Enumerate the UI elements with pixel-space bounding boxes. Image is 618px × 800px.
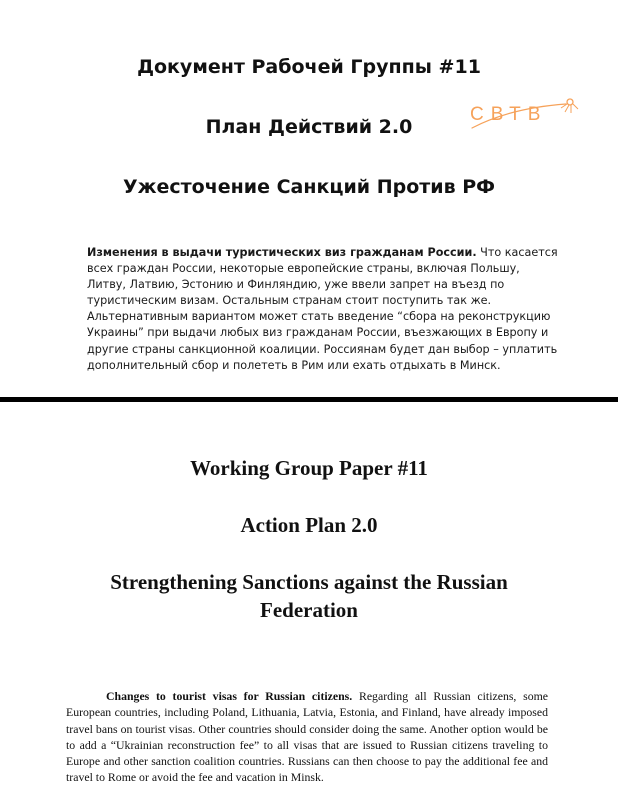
russian-paragraph-body: Что касается всех граждан России, некоторые европейские страны, включая Польшу, Литву, Латвию, Эстонию и Финляндию, уже ввели запрет на въезд по туристическим визам. Остальным странам стоит поступить так же. Альтернативным вариантом может стать введение “сбора на реконструкцию Украины” при выдачи любых виз гражданам России, въезжающих в Европу и другие страны санкционной коалиции. Россиянам будет дан выбор – уплатить дополнительный сбор и полететь в Рим или ехать отдыхать в Минск. [87, 246, 558, 372]
russian-paragraph [87, 245, 562, 374]
english-paragraph-body: Regarding all Russian citizens, some European countries, including Poland, Lithuania, Latvia, Estonia, and Finland, have already imposed travel bans on tourist visas. Other countries should consider doing the same. Another option would be to add a “Ukrainian reconstruction fee” to all visas that are issued to Russian citizens traveling to Europe and other sanction coalition countries. Russians can then choose to pay the additional fee and travel to Rome or avoid the fee and vacation in Minsk. [66, 689, 549, 785]
russian-title-line-3: Ужесточение Санкций Против РФ [122, 176, 496, 198]
svtv-logo-text: СВТВ [470, 104, 548, 125]
english-title-line-3a: Strengthening Sanctions against the Russian [110, 570, 508, 594]
english-paragraph [66, 688, 548, 786]
russian-paragraph-lead: Изменения в выдачи туристических виз гражданам России. [87, 246, 477, 259]
english-title-line-2: Action Plan 2.0 [240, 513, 378, 537]
english-paragraph-lead: Changes to tourist visas for Russian citizens. [106, 689, 353, 703]
russian-document-panel [0, 0, 618, 397]
svtv-logo [470, 94, 580, 134]
russian-title-line-2: План Действий 2.0 [205, 116, 413, 138]
english-title-line-3b: Federation [260, 598, 358, 622]
russian-title-line-1: Документ Рабочей Группы #11 [137, 56, 481, 78]
english-title-line-1: Working Group Paper #11 [190, 456, 428, 480]
